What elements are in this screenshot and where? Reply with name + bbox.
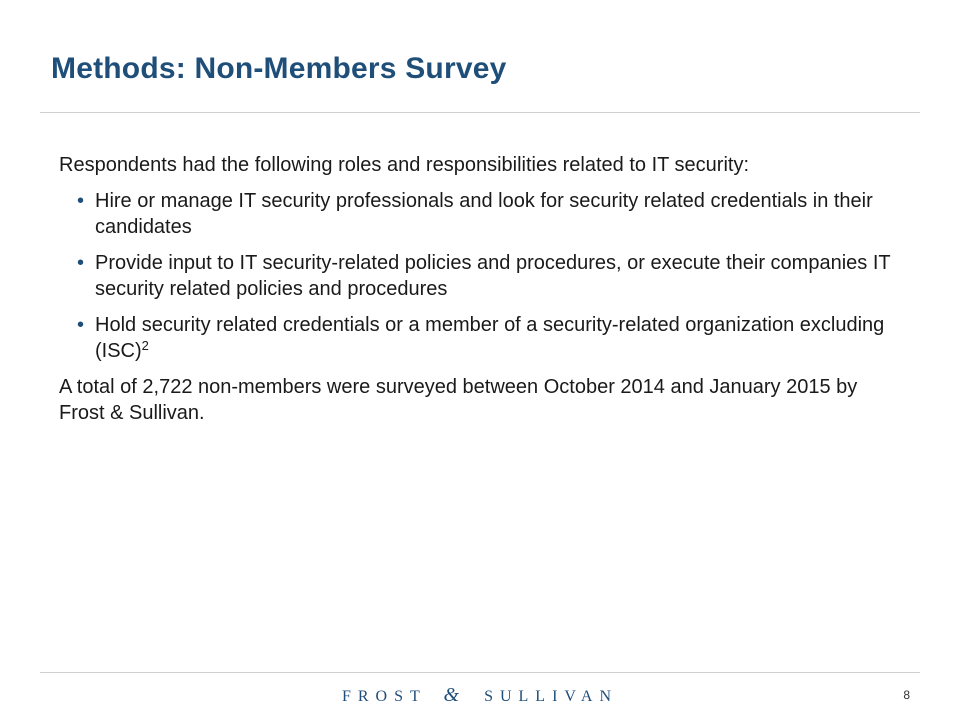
slide-title: Methods: Non-Members Survey <box>51 52 507 85</box>
bullet-icon: • <box>77 190 85 212</box>
roles-list <box>59 188 899 364</box>
frost-sullivan-logo <box>0 684 960 707</box>
list-item-text: Hold security related credentials or a member of a security-related organization excluding (ISC) <box>95 314 885 362</box>
logo-word-frost: FROST <box>341 688 427 705</box>
bullet-icon: • <box>77 252 85 274</box>
page-number: 8 <box>903 688 910 702</box>
logo-word-sullivan: SULLIVAN <box>484 688 618 705</box>
summary-text: A total of 2,722 non-members were surveyed between October 2014 and January 2015 by Frost & Sullivan. <box>59 376 858 424</box>
intro-text: Respondents had the following roles and responsibilities related to IT security: <box>59 154 750 176</box>
list-item <box>59 250 899 302</box>
footer-divider <box>40 672 920 673</box>
list-item <box>59 188 899 240</box>
title-divider <box>40 112 920 113</box>
slide-body <box>59 152 899 436</box>
list-item <box>59 312 899 364</box>
list-item-text: Hire or manage IT security professionals and look for security related credentials in their candidates <box>95 190 873 238</box>
list-item-text: Provide input to IT security-related policies and procedures, or execute their companies IT security related policies and procedures <box>95 252 891 300</box>
superscript-2: 2 <box>141 338 149 353</box>
logo-ampersand: & <box>443 684 460 706</box>
bullet-icon: • <box>77 314 85 336</box>
